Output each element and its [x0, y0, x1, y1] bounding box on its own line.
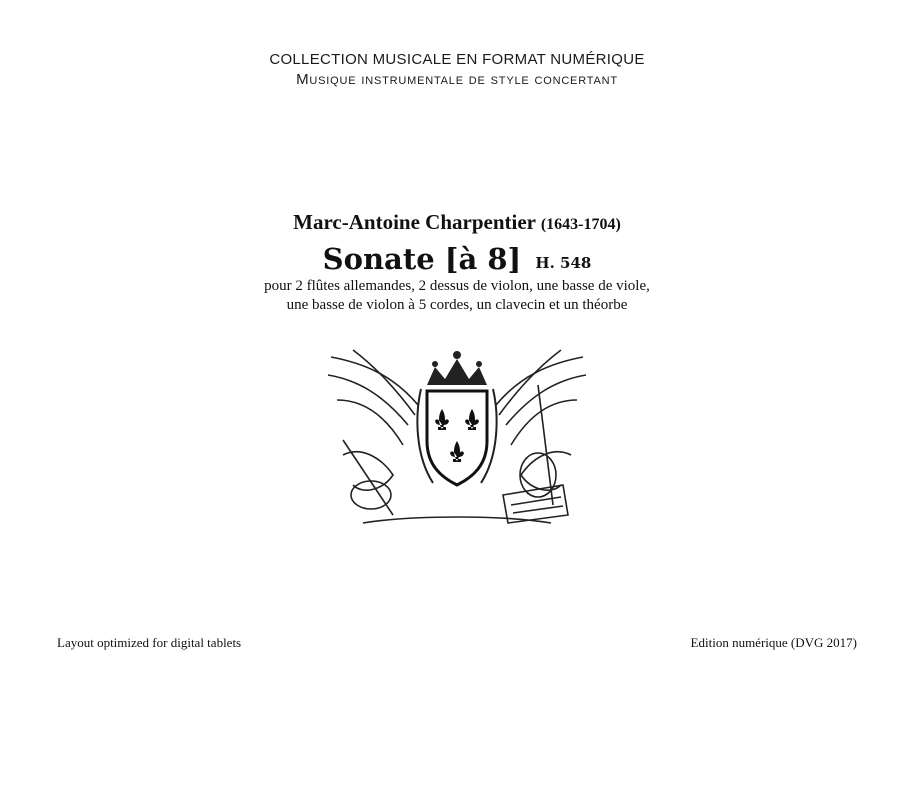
series-header: [0, 50, 914, 90]
edition-note: Edition numérique (DVG 2017): [690, 635, 857, 650]
work-title: Sonate [à 8]: [322, 242, 522, 276]
collection-title: COLLECTION MUSICALE EN FORMAT NUMÉRIQUE: [269, 51, 645, 68]
catalog-number: H. 548: [535, 254, 592, 272]
coat-of-arms-icon: [323, 345, 591, 531]
composer-dates: (1643-1704): [540, 216, 621, 233]
composer-name: Marc-Antoine Charpentier: [293, 210, 536, 234]
instrumentation-line-2: une basse de violon à 5 cordes, un clavecin et un théorbe: [286, 297, 628, 313]
layout-note: Layout optimized for digital tablets: [57, 635, 242, 650]
work-title-line: [0, 240, 914, 282]
instrumentation: [0, 277, 914, 315]
collection-subtitle: Musique instrumentale de style concertant: [296, 71, 618, 88]
composer-line: [0, 208, 914, 239]
instrumentation-line-1: pour 2 flûtes allemandes, 2 dessus de violon, une basse de viole,: [264, 278, 650, 294]
